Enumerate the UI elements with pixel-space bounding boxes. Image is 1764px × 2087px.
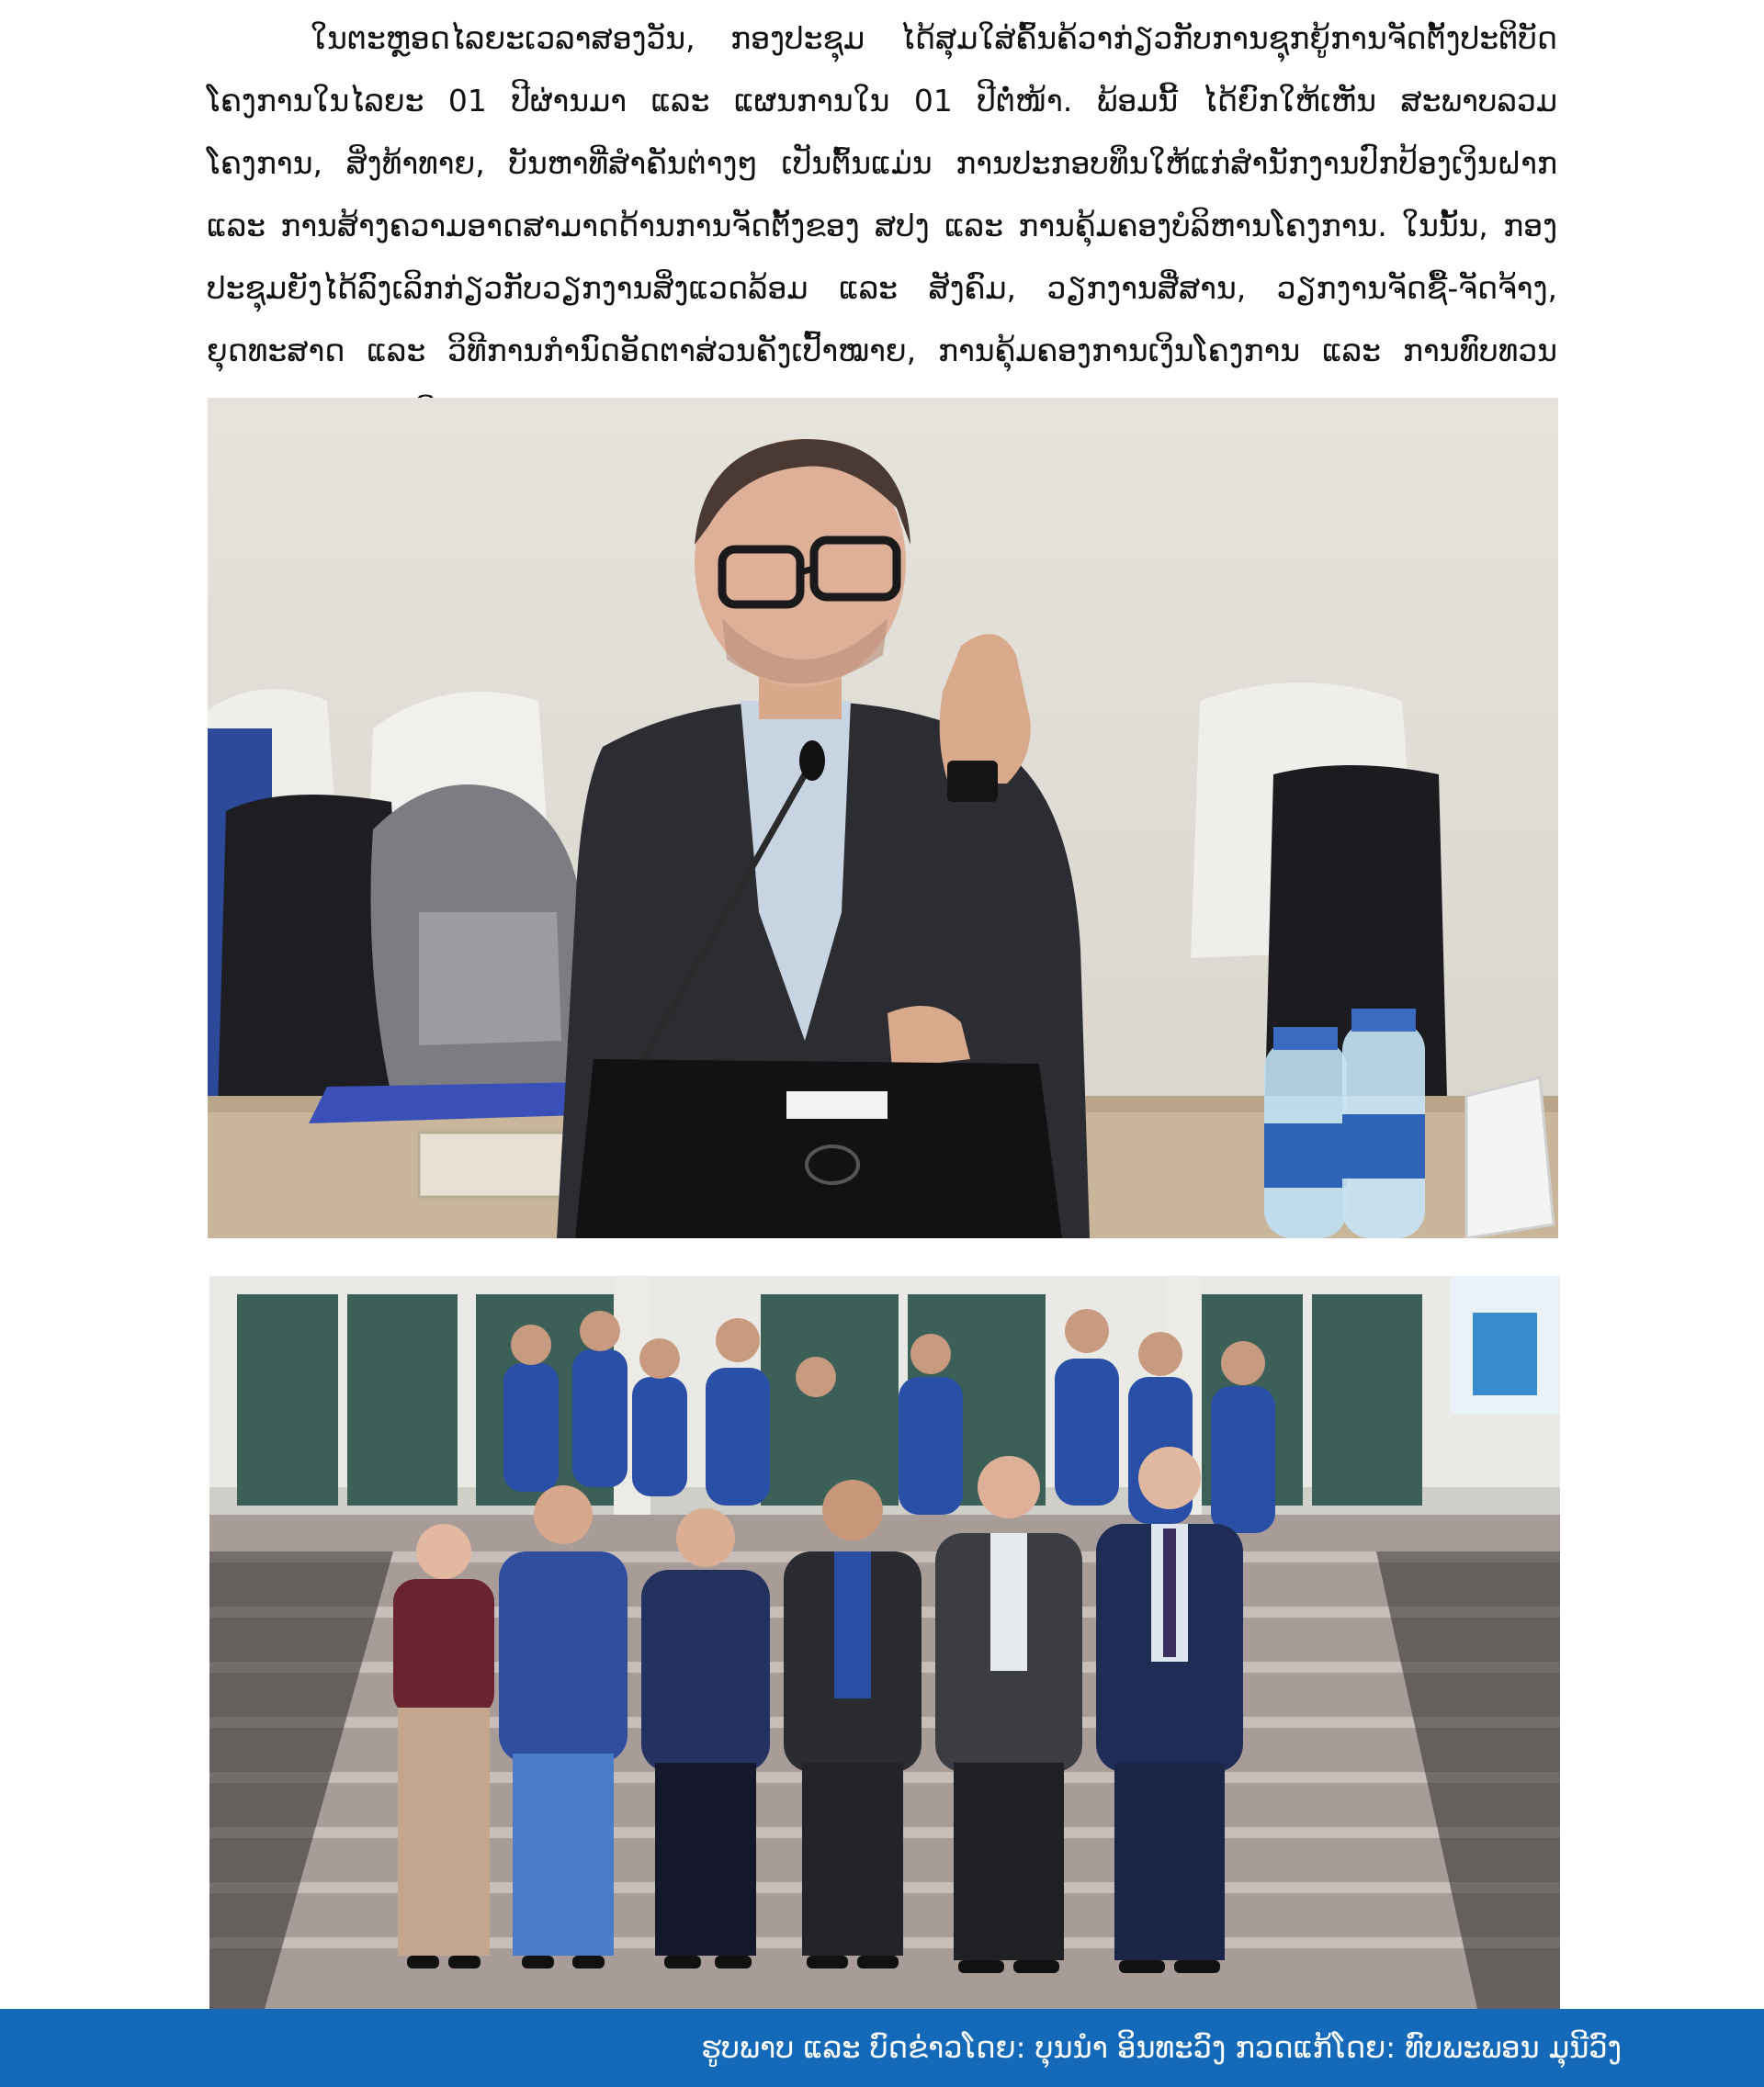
meeting-speaker-photo: [208, 398, 1558, 1238]
photo-credit: ຮູບພາບ ແລະ ບົດຂ່າວໂດຍ: ບຸນນຳ ອິນທະວົງ ກວດແກ້ໂດຍ: ທົບພະພອນ ມຸນີວົງ: [701, 2030, 1622, 2065]
group-photo: [209, 1276, 1560, 2009]
article-paragraph: ໃນຕະຫຼອດໄລຍະເວລາສອງວັນ, ກອງປະຊຸມ ໄດ້ສຸມໃສ່ຄົ້ນຄ້ວາກ່ຽວກັບການຊຸກຍູ້ການຈັດຕັ້ງປະຕິບັດໂຄງການໃນໄລຍະ 01 ປີຜ່ານມາ ແລະ ແຜນການໃນ 01 ປີຕໍ່ໜ້າ. ພ້ອມນີ້ ໄດ້ຍົກໃຫ້ເຫັນ ສະພາບລວມໂຄງການ, ສິ່ງທ້າທາຍ, ບັນຫາທີ່ສຳຄັນຕ່າງໆ ເປັນຕົ້ນແມ່ນ ການປະກອບທຶນໃຫ້ແກ່ສຳນັກງານປົກປ້ອງເງິນຝາກ ແລະ ການສ້າງຄວາມອາດສາມາດດ້ານການຈັດຕັ້ງຂອງ ສປງ ແລະ ການຄຸ້ມຄອງບໍລິຫານໂຄງການ. ໃນນັ້ນ, ກອງປະຊຸມຍັງໄດ້ລົງເລິກກ່ຽວກັບວຽກງານສິ່ງແວດລ້ອມ ແລະ ສັງຄົມ, ວຽກງານສື່ສານ, ວຽກງານຈັດຊື້-ຈັດຈ້າງ, ຍຸດທະສາດ ແລະ ວິທີການກຳນົດອັດຕາສ່ວນຄັງເປົ້າໝາຍ, ການຄຸ້ມຄອງການເງິນໂຄງການ ແລະ ການທົບທວນ: [207, 20, 1557, 368]
footer-bar: [0, 2009, 1764, 2087]
